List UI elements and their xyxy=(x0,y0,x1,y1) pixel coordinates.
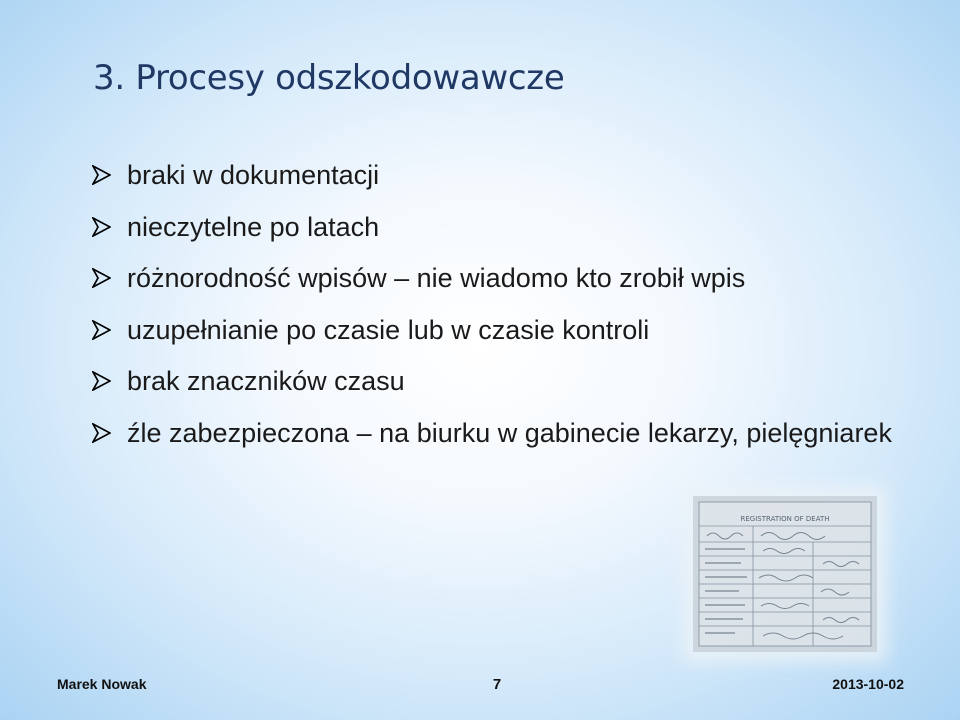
bullet-text: uzupełnianie po czasie lub w czasie kontroli xyxy=(127,314,650,345)
footer-date: 2013-10-02 xyxy=(832,676,904,692)
document-heading: REGISTRATION OF DEATH xyxy=(740,515,830,523)
bullet-item xyxy=(92,305,922,357)
document-illustration xyxy=(693,496,877,652)
death-registration-document-image xyxy=(693,496,877,652)
bullet-item xyxy=(92,408,922,459)
bullet-item xyxy=(92,356,922,408)
bullet-text: brak znaczników czasu xyxy=(127,366,405,396)
footer-author: Marek Nowak xyxy=(57,676,147,692)
arrowhead-bullet-icon xyxy=(92,165,111,185)
bullet-text: różnorodność wpisów – nie wiadomo kto zrobił wpis xyxy=(127,263,746,293)
bullet-item xyxy=(92,202,922,254)
bullet-text: nieczytelne po latach xyxy=(127,211,380,242)
arrowhead-bullet-icon xyxy=(92,320,111,340)
bullet-text: braki w dokumentacji xyxy=(127,160,380,190)
bullet-item xyxy=(92,253,922,305)
bullet-item xyxy=(92,150,922,202)
arrowhead-bullet-icon xyxy=(92,423,111,443)
slide-title: 3. Procesy odszkodowawcze xyxy=(93,58,565,98)
arrowhead-bullet-icon xyxy=(92,371,111,391)
arrowhead-bullet-icon xyxy=(92,268,111,288)
bullet-list xyxy=(92,150,922,459)
arrowhead-bullet-icon xyxy=(92,217,111,237)
footer-page-number: 7 xyxy=(492,676,502,693)
bullet-text: źle zabezpieczona – na biurku w gabinecie lekarzy, pielęgniarek xyxy=(127,417,892,448)
